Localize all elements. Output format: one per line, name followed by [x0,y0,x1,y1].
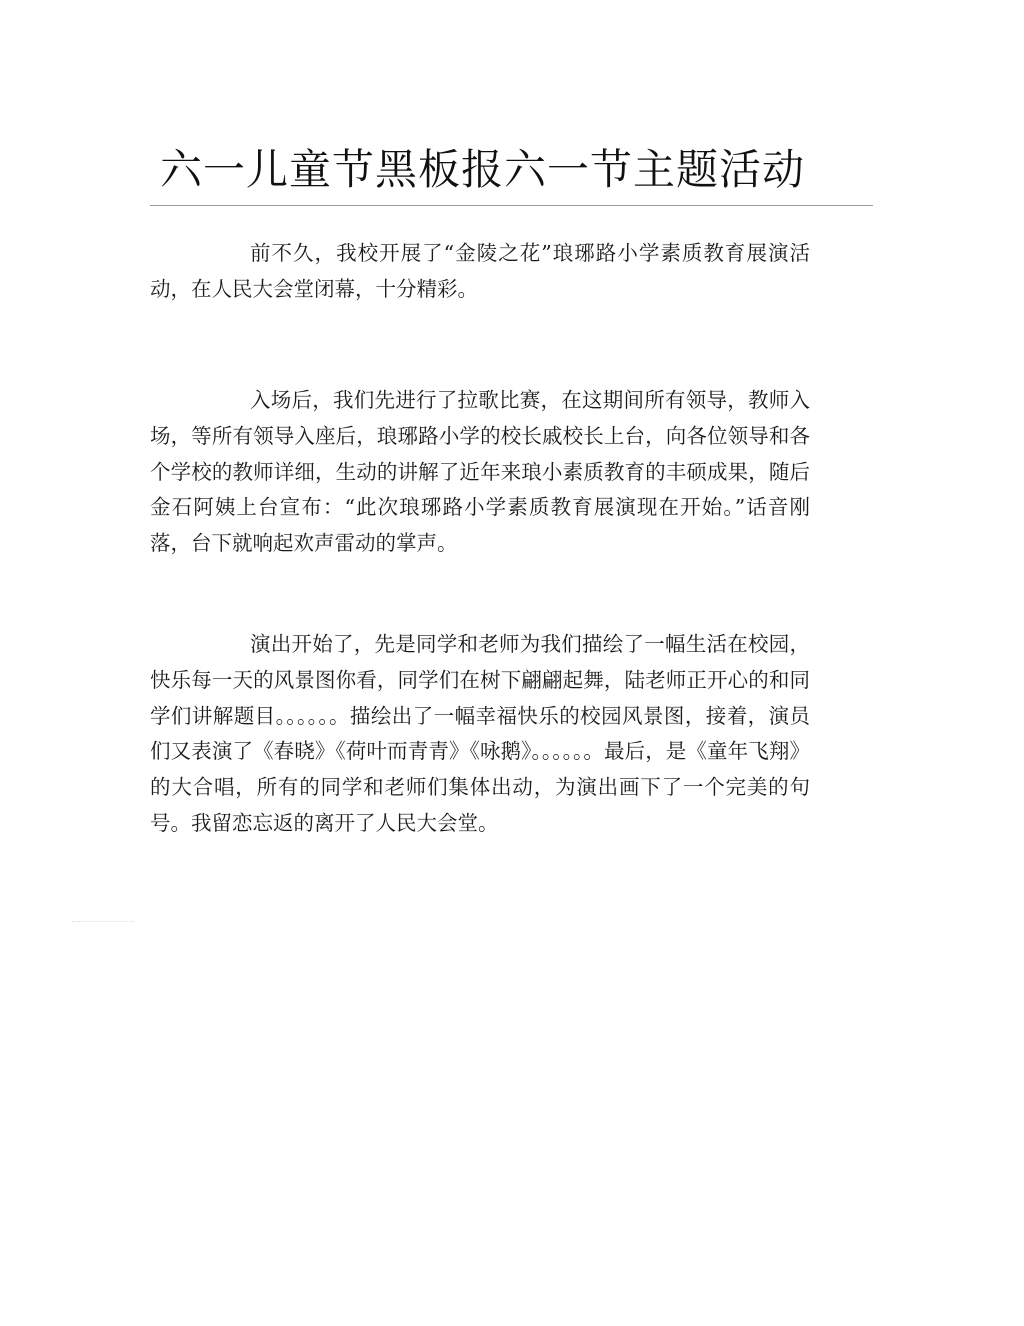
paragraph-performance: 演出开始了，先是同学和老师为我们描绘了一幅生活在校园，快乐每一天的风景图你看，同学们在树下翩翩起舞，陆老师正开心的和同学们讲解题目。。。。。。描绘出了一幅幸福快乐的校园风景图，接着，演员们又表演了《春晓》《荷叶而青青》《咏鹅》。。。。。。最后，是《童年飞翔》的大合唱，所有的同学和老师们集体出动，为演出画下了一个完美的句号。我留恋忘返的离开了人民大会堂。 [150,632,810,835]
paragraph-intro: 前不久，我校开展了“金陵之花”琅琊路小学素质教育展演活动，在人民大会堂闭幕，十分精彩。 [150,241,810,301]
document-title: 六一儿童节黑板报六一节主题活动 [160,145,806,194]
title-underline [150,205,873,206]
scan-artifact-line [72,921,134,922]
paragraph-entrance: 入场后，我们先进行了拉歌比赛，在这期间所有领导，教师入场，等所有领导入座后，琅琊路小学的校长戚校长上台，向各位领导和各个学校的教师详细，生动的讲解了近年来琅小素质教育的丰硕成果，随后金石阿姨上台宣布：“此次琅琊路小学素质教育展演现在开始。”话音刚落，台下就响起欢声雷动的掌声。 [150,388,810,556]
